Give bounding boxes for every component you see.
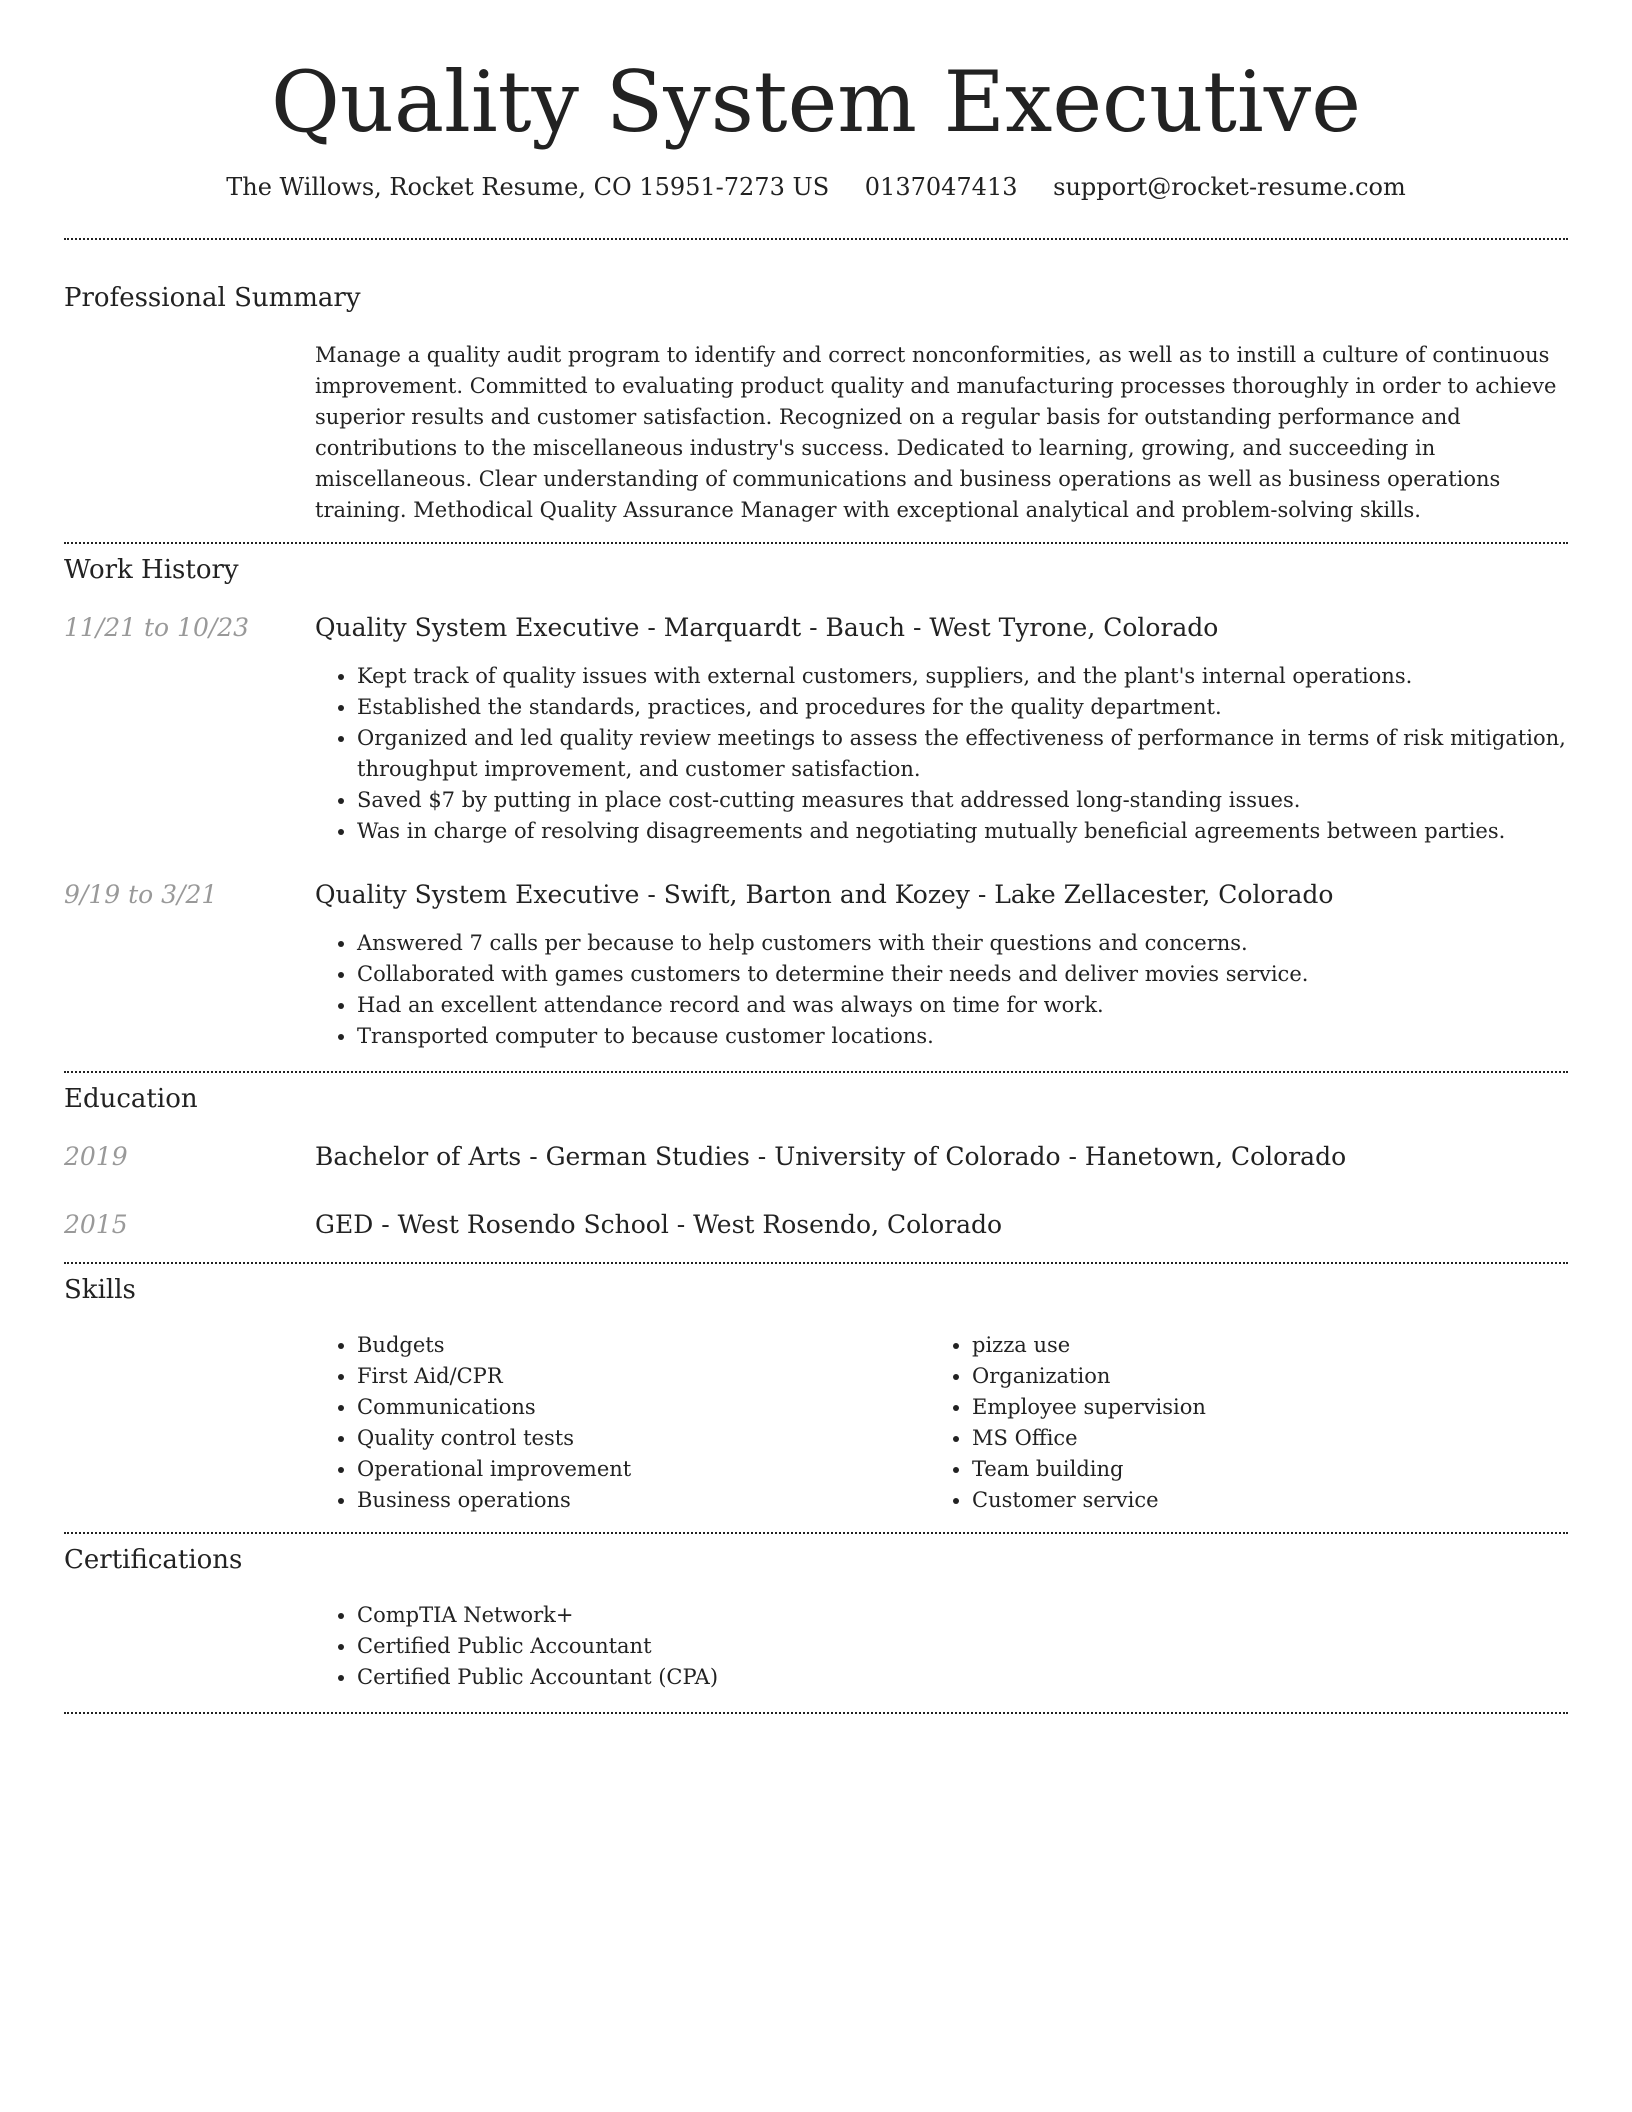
education-entry: Bachelor of Arts - German Studies - University of Colorado - Hanetown, Colorado	[315, 1142, 1347, 1171]
divider	[64, 238, 1568, 240]
list-item: • Operational improvement	[357, 1454, 917, 1485]
education-year: 2015	[64, 1210, 128, 1239]
contact-line	[0, 172, 1632, 202]
list-item: • Organization	[972, 1361, 1572, 1392]
list-item: • MS Office	[972, 1423, 1572, 1454]
resume-name: Quality System Executive	[271, 53, 1361, 151]
list-item: • First Aid/CPR	[357, 1361, 917, 1392]
education-year: 2019	[64, 1142, 128, 1171]
list-item: • pizza use	[972, 1330, 1572, 1361]
list-item: • Communications	[357, 1392, 917, 1423]
job-bullets	[313, 928, 1607, 1052]
list-item: • Budgets	[357, 1330, 917, 1361]
list-item: • Employee supervision	[972, 1392, 1572, 1423]
list-item: • Collaborated with games customers to determine their needs and deliver movies service.	[357, 959, 1607, 990]
address: The Willows, Rocket Resume, CO 15951-7273 US	[226, 173, 830, 201]
divider	[64, 1262, 1568, 1264]
divider	[64, 542, 1568, 544]
skills-list-left	[313, 1330, 917, 1516]
list-item: • Team building	[972, 1454, 1572, 1485]
job-dates: 9/19 to 3/21	[64, 880, 218, 909]
list-item: • Quality control tests	[357, 1423, 917, 1454]
list-item: • Was in charge of resolving disagreements and negotiating mutually beneficial agreements between parties.	[357, 816, 1607, 847]
list-item: • Customer service	[972, 1485, 1572, 1516]
summary-text: Manage a quality audit program to identify and correct nonconformities, as well as to instill a culture of continuous improvement. Committed to evaluating product quality and manufacturing processes thoroughly in order to achieve superior results and customer satisfaction. Recognized on a regular basis for outstanding performance and contributions to the miscellaneous industry's success. Dedicated to learning, growing, and succeeding in miscellaneous. Clear understanding of communications and business operations as well as business operations training. Methodical Quality Assurance Manager with exceptional analytical and problem-solving skills.	[315, 343, 1557, 522]
list-item: • Certified Public Accountant (CPA)	[357, 1662, 1357, 1693]
phone: 0137047413	[864, 173, 1018, 201]
list-item: • Had an excellent attendance record and was always on time for work.	[357, 990, 1607, 1021]
section-title-work: Work History	[64, 555, 239, 585]
skills-list-right	[928, 1330, 1572, 1516]
divider	[64, 1071, 1568, 1073]
section-title-certifications: Certifications	[64, 1545, 243, 1575]
job-heading: Quality System Executive - Swift, Barton and Kozey - Lake Zellacester, Colorado	[315, 880, 1334, 909]
education-entry: GED - West Rosendo School - West Rosendo, Colorado	[315, 1210, 1003, 1239]
list-item: • Transported computer to because customer locations.	[357, 1021, 1607, 1052]
list-item: • CompTIA Network+	[357, 1600, 1357, 1631]
divider	[64, 1532, 1568, 1534]
list-item: • Certified Public Accountant	[357, 1631, 1357, 1662]
divider	[64, 1712, 1568, 1714]
section-title-summary: Professional Summary	[64, 283, 361, 313]
job-dates: 11/21 to 10/23	[64, 613, 250, 642]
job-heading: Quality System Executive - Marquardt - Bauch - West Tyrone, Colorado	[315, 613, 1219, 642]
list-item: • Kept track of quality issues with external customers, suppliers, and the plant's internal operations.	[357, 661, 1607, 692]
section-title-skills: Skills	[64, 1275, 136, 1305]
section-title-education: Education	[64, 1084, 198, 1114]
job-bullets	[313, 661, 1607, 847]
list-item: • Organized and led quality review meetings to assess the effectiveness of performance in terms of risk mitigation, throughput improvement, and customer satisfaction.	[357, 723, 1607, 785]
list-item: • Answered 7 calls per because to help customers with their questions and concerns.	[357, 928, 1607, 959]
list-item: • Established the standards, practices, and procedures for the quality department.	[357, 692, 1607, 723]
email: support@rocket-resume.com	[1053, 173, 1406, 201]
list-item: • Saved $7 by putting in place cost-cutting measures that addressed long-standing issues.	[357, 785, 1607, 816]
certifications-list	[313, 1600, 1357, 1693]
list-item: • Business operations	[357, 1485, 917, 1516]
